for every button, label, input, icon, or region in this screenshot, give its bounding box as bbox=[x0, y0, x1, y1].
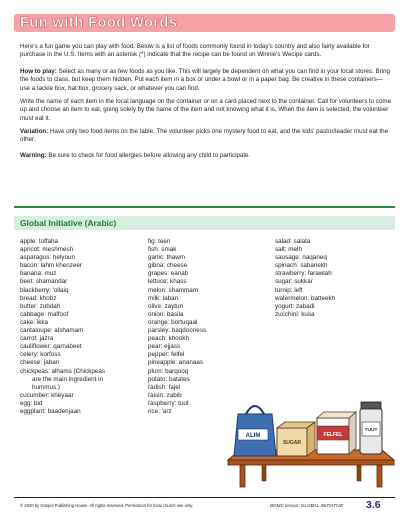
word-item: chickpeas: alhams (Chickpeas bbox=[20, 367, 106, 375]
how-to-play-paragraph bbox=[20, 68, 392, 93]
instructions-paragraph: Write the name of each item in the local language on the container or on a card placed next to the container. Call for volunteers to come up and choose an item to eat, going solely by the name of the item and not knowing what it is. When the item is selected, the volunteer must eat it. bbox=[20, 98, 392, 122]
word-item: rice: 'arz bbox=[148, 407, 172, 415]
word-item: fish: smak bbox=[148, 246, 177, 254]
word-item: zucchini: kusa bbox=[275, 310, 315, 318]
word-item: butter: zubdah bbox=[20, 302, 61, 310]
word-item: raspberry: tuut bbox=[148, 399, 189, 407]
word-item: garlic: thawm bbox=[148, 254, 186, 262]
lesson-label: BGMC lesson: GLOBAL INITIATIVE bbox=[270, 503, 344, 508]
section-divider bbox=[14, 206, 395, 208]
word-item: potato: batates bbox=[148, 375, 190, 383]
word-item: eggplant: baadenjaan bbox=[20, 407, 81, 415]
word-item: banana: muz bbox=[20, 270, 57, 278]
table-leg-icon bbox=[357, 465, 361, 481]
warning-paragraph bbox=[20, 152, 392, 160]
word-item: gibna: cheese bbox=[148, 262, 188, 270]
box-side-icon bbox=[349, 412, 356, 454]
word-item: lettuce: khass bbox=[148, 278, 187, 286]
word-item: yogurt: zabadi bbox=[275, 302, 315, 310]
word-item: salad: salata bbox=[275, 238, 311, 245]
jar-label-text: TUUT bbox=[364, 428, 378, 433]
how-to-play-label: How to play: bbox=[20, 68, 57, 75]
word-item: asparagus: helyoun bbox=[20, 254, 75, 262]
warning-text: Be sure to check for food allergies before allowing any child to participate. bbox=[48, 152, 251, 159]
word-item: melon: shammam bbox=[148, 286, 199, 294]
word-item-continued: hummus.) bbox=[32, 383, 60, 391]
word-item: pepper: felfel bbox=[148, 351, 185, 359]
word-item: plum: barqooq bbox=[148, 367, 189, 375]
warning-label: Warning: bbox=[20, 152, 47, 159]
word-item: blackberry: 'ollaiq bbox=[20, 286, 69, 294]
word-item: sugar: sukkar bbox=[275, 278, 313, 286]
intro-paragraph: Here's a fun game you can play with food. Below is a list of foods commonly found in today's country and also fairly available for purchase in the U.S. Items with an asterisk (*) indicate that the recipe can be found on Winnie's Wecipe cards. bbox=[20, 43, 370, 59]
copyright-text: © 2020 by Gospel Publishing House. All rights reserved. Permission for local church use only. bbox=[20, 503, 194, 508]
word-item: sausage: naqaneq bbox=[275, 254, 327, 262]
table-leg-icon bbox=[262, 465, 266, 481]
word-item: apple: toffaha bbox=[20, 238, 59, 245]
table-leg-icon bbox=[240, 465, 245, 487]
word-item: apricot: meshmesh bbox=[20, 246, 74, 254]
word-item: watermelon: batteekh bbox=[275, 294, 336, 302]
word-item: egg: bid bbox=[20, 399, 43, 407]
table-leg-icon bbox=[377, 465, 382, 487]
word-item: peach: khookh bbox=[148, 335, 189, 343]
word-item: raisin: zabib bbox=[148, 391, 182, 399]
how-to-play-text: Select as many or as few foods as you like. This will largely be dependent on what you can find in your local stores. Bring the foods to class, but keep them hidden. Put each item in a box or under a bowl or in a paper bag. Be creative in these containers—use a tackle box, hat box, grocery sack, or whatever you can find. bbox=[20, 68, 390, 92]
word-item: pear: ejjass bbox=[148, 343, 181, 351]
bag-label-text: ALIM bbox=[245, 433, 261, 439]
word-item: beet: shamandar bbox=[20, 278, 68, 286]
word-item: salt: melh bbox=[275, 246, 302, 254]
word-item: cantaloupe: alshamam bbox=[20, 327, 84, 335]
word-list-column-1 bbox=[20, 238, 105, 416]
word-item: cucumber: kheyaar bbox=[20, 391, 74, 399]
word-item: carrot: jazra bbox=[20, 335, 54, 343]
word-item: celery: korfoss bbox=[20, 351, 61, 359]
word-item: milk: laban bbox=[148, 294, 179, 302]
food-table-illustration bbox=[222, 378, 398, 490]
word-item: bacon: lahm khenzeer bbox=[20, 262, 82, 270]
word-item: radish: fajel bbox=[148, 383, 181, 391]
word-item: strawberry: farawlah bbox=[275, 270, 332, 278]
page-number: 3.6 bbox=[366, 499, 381, 511]
variation-paragraph bbox=[20, 128, 392, 145]
box-side-icon bbox=[307, 422, 315, 456]
word-item: bread: khobz bbox=[20, 294, 57, 302]
word-item: parsley: baqdooness bbox=[148, 327, 207, 335]
box-label-text: SUGAR bbox=[282, 440, 302, 446]
box-lid-icon bbox=[317, 412, 356, 418]
table-edge bbox=[228, 460, 394, 465]
word-item: cauliflower: qarnabeet bbox=[20, 343, 82, 351]
word-item: orange: bortuqaal bbox=[148, 318, 198, 326]
global-section-title: Global Initiative (Arabic) bbox=[20, 218, 117, 228]
word-item: cheese: jaban bbox=[20, 359, 60, 367]
word-item: cake: ikka bbox=[20, 318, 48, 326]
bag-handle-icon bbox=[246, 406, 264, 414]
word-list-column-2 bbox=[148, 238, 206, 416]
box-label-text: FELFEL bbox=[323, 432, 343, 438]
word-item: cabbage: malfoof bbox=[20, 310, 69, 318]
page-title: Fun with Food Words bbox=[20, 15, 178, 31]
word-item: onion: basila bbox=[148, 310, 184, 318]
word-item: grapes: eanab bbox=[148, 270, 189, 278]
variation-text: Have only two food items on the table. The volunteer picks one mystery food to eat, and the kids' pastor/leader must eat the other. bbox=[20, 128, 389, 144]
word-list-column-3 bbox=[275, 238, 335, 319]
word-item: fig: teen bbox=[148, 238, 171, 245]
word-item: olive: zaytun bbox=[148, 302, 184, 310]
word-item: pineapple: ananaas bbox=[148, 359, 203, 367]
jar-lid-icon bbox=[361, 402, 381, 409]
word-item-continued: are the main ingredient in bbox=[32, 375, 104, 383]
word-item: spinach: sabanekh bbox=[275, 262, 328, 270]
variation-label: Variation: bbox=[20, 128, 49, 135]
word-item: turnip: left bbox=[275, 286, 303, 294]
footer-divider bbox=[14, 497, 395, 498]
